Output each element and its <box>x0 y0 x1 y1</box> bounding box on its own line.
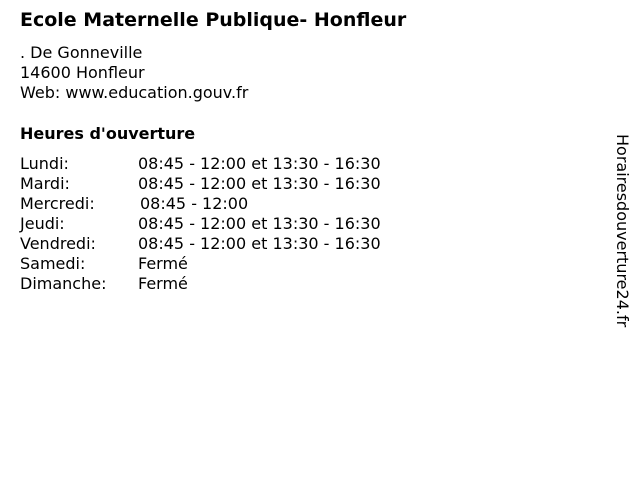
address-block <box>20 43 248 103</box>
hours-day: Dimanche: <box>20 274 107 293</box>
hours-times: 08:45 - 12:00 et 13:30 - 16:30 <box>138 174 381 193</box>
address-city: 14600 Honfleur <box>20 63 145 82</box>
hours-day: Jeudi: <box>20 214 65 233</box>
hours-times: 08:45 - 12:00 et 13:30 - 16:30 <box>138 234 381 253</box>
hours-times: 08:45 - 12:00 et 13:30 - 16:30 <box>138 214 381 233</box>
hours-heading: Heures d'ouverture <box>20 124 196 143</box>
hours-times: Fermé <box>138 274 188 293</box>
site-watermark: Horairesdouverture24.fr <box>613 134 632 328</box>
hours-day: Vendredi: <box>20 234 96 253</box>
hours-day: Samedi: <box>20 254 86 273</box>
hours-times: 08:45 - 12:00 et 13:30 - 16:30 <box>138 154 381 173</box>
hours-day: Lundi: <box>20 154 69 173</box>
hours-times: Fermé <box>138 254 188 273</box>
hours-day: Mardi: <box>20 174 70 193</box>
address-web: Web: www.education.gouv.fr <box>20 83 249 102</box>
page-title: Ecole Maternelle Publique- Honfleur <box>20 9 407 31</box>
hours-times: 08:45 - 12:00 <box>140 194 249 213</box>
hours-day: Mercredi: <box>20 194 95 213</box>
address-street: . De Gonneville <box>20 43 143 62</box>
